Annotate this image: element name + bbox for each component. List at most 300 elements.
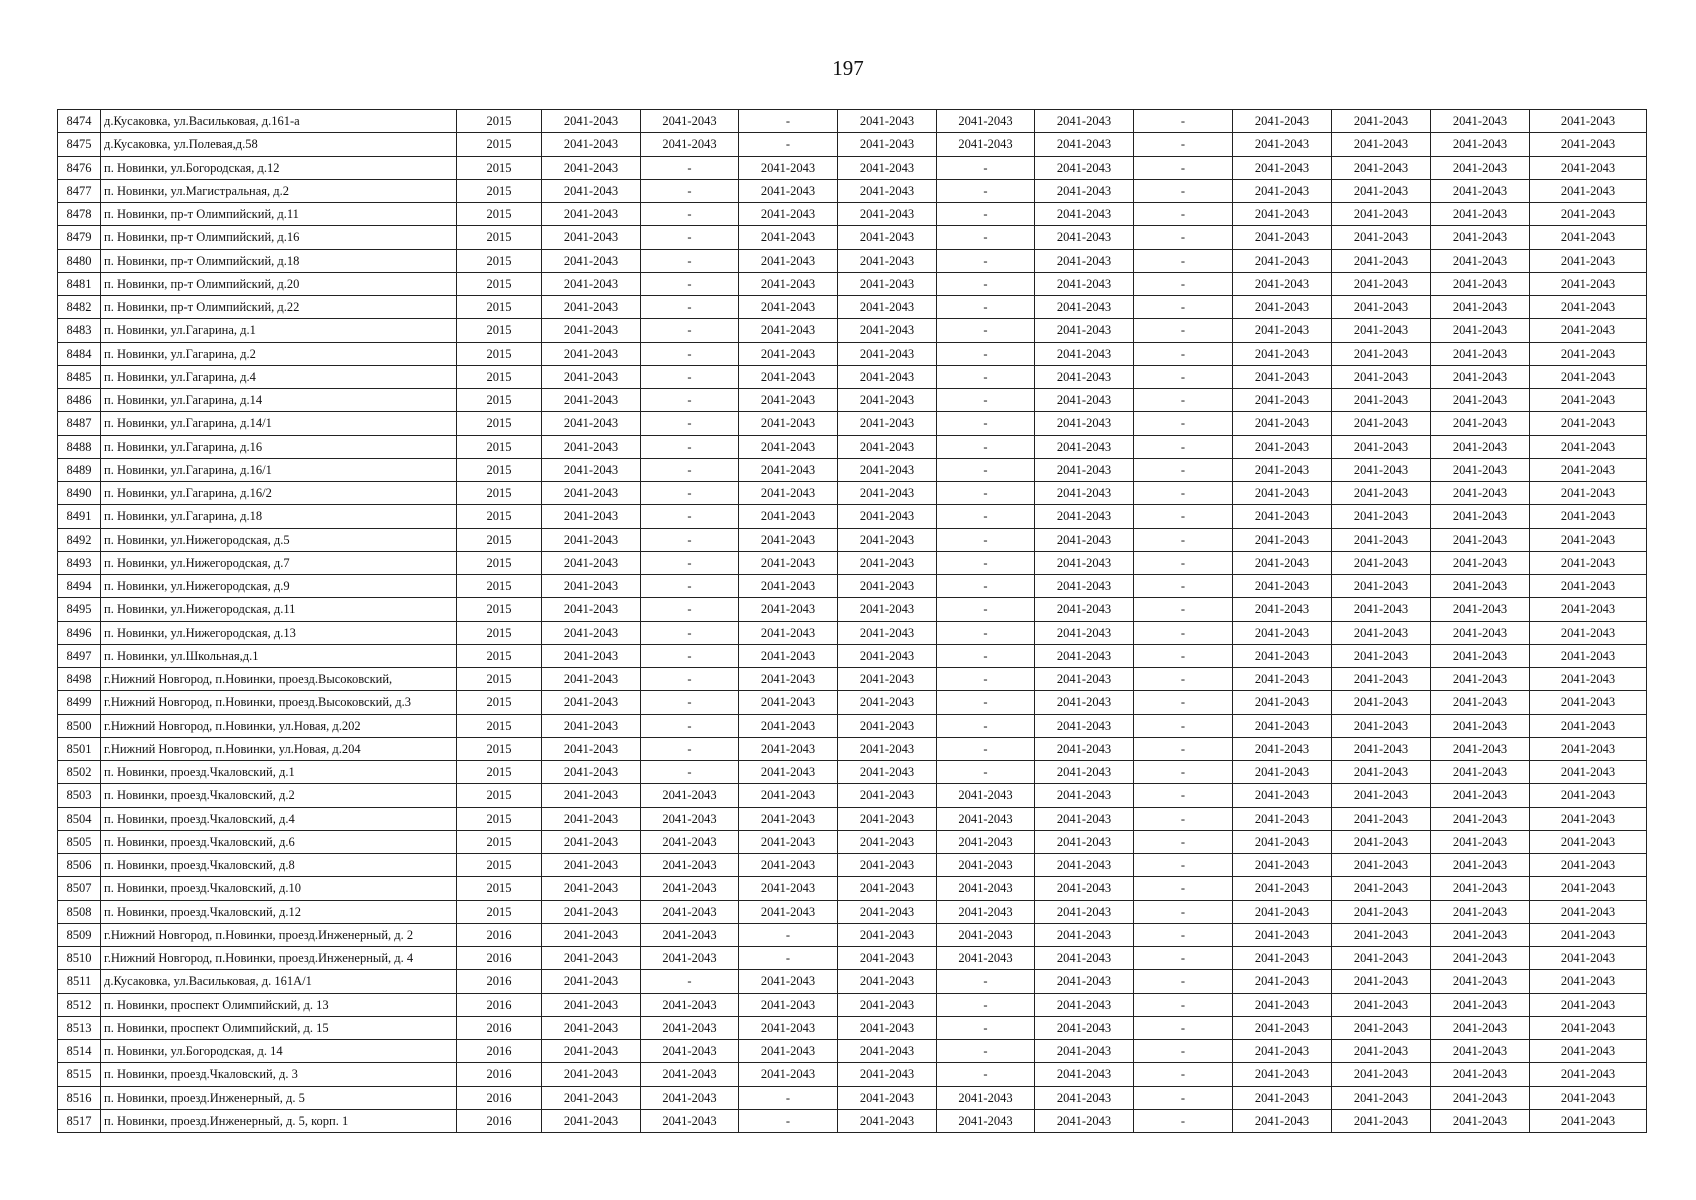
period-cell: 2041-2043 [1035, 412, 1134, 435]
table-row [58, 551, 1647, 574]
period-cell: 2041-2043 [1332, 947, 1431, 970]
period-cell: 2041-2043 [1431, 947, 1530, 970]
period-cell: - [937, 179, 1035, 202]
period-cell: 2041-2043 [1431, 575, 1530, 598]
period-cell: - [1134, 458, 1233, 481]
table-row [58, 761, 1647, 784]
period-cell: 2041-2043 [937, 900, 1035, 923]
period-cell: 2041-2043 [1431, 226, 1530, 249]
row-number-cell: 8476 [58, 156, 101, 179]
table-row [58, 877, 1647, 900]
period-cell: 2041-2043 [1431, 1063, 1530, 1086]
table-row [58, 296, 1647, 319]
year-cell: 2016 [457, 1086, 542, 1109]
period-cell: 2041-2043 [1431, 505, 1530, 528]
row-number-cell: 8480 [58, 249, 101, 272]
period-cell: 2041-2043 [739, 598, 838, 621]
period-cell: 2041-2043 [1332, 249, 1431, 272]
period-cell: 2041-2043 [542, 133, 641, 156]
period-cell: 2041-2043 [542, 179, 641, 202]
period-cell: 2041-2043 [838, 319, 937, 342]
period-cell: 2041-2043 [1233, 621, 1332, 644]
table-row [58, 389, 1647, 412]
period-cell: - [1134, 133, 1233, 156]
address-cell: г.Нижний Новгород, п.Новинки, проезд.Инженерный, д. 4 [101, 947, 457, 970]
period-cell: - [1134, 389, 1233, 412]
period-cell: 2041-2043 [542, 923, 641, 946]
address-cell: п. Новинки, ул.Богородская, д. 14 [101, 1040, 457, 1063]
period-cell: 2041-2043 [1332, 807, 1431, 830]
period-cell: 2041-2043 [1530, 737, 1647, 760]
period-cell: 2041-2043 [1332, 854, 1431, 877]
period-cell: 2041-2043 [1332, 1086, 1431, 1109]
address-cell: п. Новинки, ул.Нижегородская, д.9 [101, 575, 457, 598]
year-cell: 2016 [457, 947, 542, 970]
period-cell: 2041-2043 [1332, 1040, 1431, 1063]
period-cell: 2041-2043 [838, 1016, 937, 1039]
period-cell: 2041-2043 [1431, 482, 1530, 505]
period-cell: 2041-2043 [739, 714, 838, 737]
period-cell: 2041-2043 [937, 877, 1035, 900]
period-cell: 2041-2043 [1530, 644, 1647, 667]
period-cell: - [739, 1109, 838, 1132]
period-cell: 2041-2043 [1035, 691, 1134, 714]
year-cell: 2015 [457, 296, 542, 319]
period-cell: 2041-2043 [1332, 528, 1431, 551]
period-cell: 2041-2043 [1530, 1016, 1647, 1039]
table-row [58, 900, 1647, 923]
table-row [58, 854, 1647, 877]
year-cell: 2015 [457, 737, 542, 760]
period-cell: 2041-2043 [542, 970, 641, 993]
period-cell: 2041-2043 [1332, 900, 1431, 923]
address-cell: п. Новинки, ул.Нижегородская, д.11 [101, 598, 457, 621]
period-cell: - [937, 156, 1035, 179]
period-cell: 2041-2043 [1233, 435, 1332, 458]
row-number-cell: 8505 [58, 830, 101, 853]
period-cell: 2041-2043 [739, 249, 838, 272]
period-cell: 2041-2043 [1332, 110, 1431, 133]
year-cell: 2016 [457, 1040, 542, 1063]
period-cell: 2041-2043 [1431, 156, 1530, 179]
period-cell: 2041-2043 [1530, 1086, 1647, 1109]
period-cell: 2041-2043 [1332, 296, 1431, 319]
period-cell: 2041-2043 [838, 1063, 937, 1086]
period-cell: 2041-2043 [1332, 505, 1431, 528]
period-cell: 2041-2043 [1530, 900, 1647, 923]
period-cell: 2041-2043 [739, 737, 838, 760]
period-cell: - [641, 203, 739, 226]
period-cell: 2041-2043 [1530, 807, 1647, 830]
period-cell: 2041-2043 [739, 1040, 838, 1063]
address-cell: п. Новинки, ул.Богородская, д.12 [101, 156, 457, 179]
period-cell: - [937, 528, 1035, 551]
table-row [58, 226, 1647, 249]
row-number-cell: 8481 [58, 272, 101, 295]
period-cell: - [937, 319, 1035, 342]
table-row [58, 365, 1647, 388]
period-cell: 2041-2043 [1332, 1109, 1431, 1132]
period-cell: - [1134, 598, 1233, 621]
period-cell: - [1134, 365, 1233, 388]
period-cell: 2041-2043 [1035, 1109, 1134, 1132]
period-cell: - [641, 458, 739, 481]
period-cell: 2041-2043 [739, 272, 838, 295]
period-cell: 2041-2043 [542, 1040, 641, 1063]
period-cell: 2041-2043 [739, 412, 838, 435]
period-cell: 2041-2043 [542, 737, 641, 760]
period-cell: 2041-2043 [838, 923, 937, 946]
period-cell: 2041-2043 [1431, 830, 1530, 853]
period-cell: - [641, 691, 739, 714]
period-cell: 2041-2043 [739, 621, 838, 644]
period-cell: 2041-2043 [1431, 319, 1530, 342]
period-cell: 2041-2043 [739, 1016, 838, 1039]
table-row [58, 1040, 1647, 1063]
period-cell: 2041-2043 [1431, 365, 1530, 388]
period-cell: 2041-2043 [542, 993, 641, 1016]
period-cell: 2041-2043 [838, 389, 937, 412]
period-cell: 2041-2043 [838, 226, 937, 249]
period-cell: 2041-2043 [542, 272, 641, 295]
period-cell: - [641, 156, 739, 179]
row-number-cell: 8511 [58, 970, 101, 993]
period-cell: 2041-2043 [838, 947, 937, 970]
page-number: 197 [832, 56, 864, 80]
period-cell: 2041-2043 [838, 272, 937, 295]
row-number-cell: 8490 [58, 482, 101, 505]
period-cell: 2041-2043 [1530, 714, 1647, 737]
period-cell: 2041-2043 [739, 179, 838, 202]
period-cell: 2041-2043 [542, 598, 641, 621]
period-cell: - [641, 528, 739, 551]
period-cell: 2041-2043 [1233, 1063, 1332, 1086]
period-cell: 2041-2043 [739, 784, 838, 807]
table-row [58, 947, 1647, 970]
table-row [58, 342, 1647, 365]
period-cell: 2041-2043 [1530, 761, 1647, 784]
period-cell: - [641, 482, 739, 505]
period-cell: 2041-2043 [1035, 1016, 1134, 1039]
period-cell: 2041-2043 [1233, 226, 1332, 249]
period-cell: 2041-2043 [1530, 156, 1647, 179]
table-row [58, 575, 1647, 598]
address-cell: п. Новинки, ул.Нижегородская, д.13 [101, 621, 457, 644]
period-cell: 2041-2043 [542, 807, 641, 830]
period-cell: - [641, 737, 739, 760]
period-cell: 2041-2043 [542, 249, 641, 272]
address-cell: д.Кусаковка, ул.Васильковая, д.161-а [101, 110, 457, 133]
period-cell: 2041-2043 [1530, 575, 1647, 598]
year-cell: 2015 [457, 435, 542, 458]
table-row [58, 830, 1647, 853]
period-cell: 2041-2043 [542, 203, 641, 226]
period-cell: 2041-2043 [1431, 691, 1530, 714]
address-cell: п. Новинки, ул.Школьная,д.1 [101, 644, 457, 667]
period-cell: 2041-2043 [838, 877, 937, 900]
period-cell: 2041-2043 [1035, 668, 1134, 691]
period-cell: 2041-2043 [1035, 1040, 1134, 1063]
table-row [58, 598, 1647, 621]
address-cell: п. Новинки, проезд.Чкаловский, д.10 [101, 877, 457, 900]
period-cell: 2041-2043 [838, 993, 937, 1016]
period-cell: 2041-2043 [1530, 923, 1647, 946]
period-cell: 2041-2043 [1530, 133, 1647, 156]
period-cell: - [1134, 482, 1233, 505]
period-cell: 2041-2043 [838, 156, 937, 179]
period-cell: 2041-2043 [1332, 1016, 1431, 1039]
period-cell: 2041-2043 [641, 1109, 739, 1132]
table-row [58, 923, 1647, 946]
period-cell: 2041-2043 [1035, 923, 1134, 946]
period-cell: 2041-2043 [739, 389, 838, 412]
period-cell: 2041-2043 [1035, 714, 1134, 737]
year-cell: 2015 [457, 272, 542, 295]
period-cell: 2041-2043 [1431, 784, 1530, 807]
period-cell: - [937, 505, 1035, 528]
period-cell: 2041-2043 [838, 784, 937, 807]
period-cell: 2041-2043 [542, 784, 641, 807]
period-cell: - [937, 668, 1035, 691]
period-cell: - [937, 226, 1035, 249]
period-cell: - [1134, 784, 1233, 807]
row-number-cell: 8495 [58, 598, 101, 621]
period-cell: 2041-2043 [1431, 249, 1530, 272]
year-cell: 2015 [457, 900, 542, 923]
period-cell: 2041-2043 [1530, 947, 1647, 970]
period-cell: 2041-2043 [1431, 389, 1530, 412]
period-cell: 2041-2043 [1233, 784, 1332, 807]
period-cell: 2041-2043 [1233, 830, 1332, 853]
row-number-cell: 8507 [58, 877, 101, 900]
period-cell: 2041-2043 [1431, 458, 1530, 481]
period-cell: 2041-2043 [1332, 1063, 1431, 1086]
period-cell: 2041-2043 [1530, 203, 1647, 226]
period-cell: 2041-2043 [739, 644, 838, 667]
address-cell: п. Новинки, пр-т Олимпийский, д.20 [101, 272, 457, 295]
period-cell: 2041-2043 [838, 900, 937, 923]
period-cell: - [1134, 993, 1233, 1016]
table-row [58, 528, 1647, 551]
period-cell: 2041-2043 [739, 226, 838, 249]
period-cell: 2041-2043 [1332, 923, 1431, 946]
period-cell: 2041-2043 [1530, 505, 1647, 528]
period-cell: - [937, 272, 1035, 295]
address-cell: п. Новинки, проезд.Чкаловский, д.8 [101, 854, 457, 877]
period-cell: 2041-2043 [542, 877, 641, 900]
address-cell: п. Новинки, проезд.Инженерный, д. 5 [101, 1086, 457, 1109]
period-cell: 2041-2043 [1035, 761, 1134, 784]
period-cell: 2041-2043 [739, 482, 838, 505]
period-cell: 2041-2043 [739, 761, 838, 784]
period-cell: - [937, 714, 1035, 737]
period-cell: 2041-2043 [1530, 528, 1647, 551]
period-cell: 2041-2043 [641, 784, 739, 807]
row-number-cell: 8482 [58, 296, 101, 319]
period-cell: 2041-2043 [937, 784, 1035, 807]
period-cell: - [641, 505, 739, 528]
period-cell: 2041-2043 [1035, 877, 1134, 900]
period-cell: 2041-2043 [1233, 551, 1332, 574]
period-cell: 2041-2043 [1431, 970, 1530, 993]
period-cell: - [937, 970, 1035, 993]
address-cell: п. Новинки, проезд.Чкаловский, д.2 [101, 784, 457, 807]
period-cell: 2041-2043 [1233, 598, 1332, 621]
period-cell: - [937, 203, 1035, 226]
period-cell: - [937, 691, 1035, 714]
period-cell: - [937, 482, 1035, 505]
period-cell: 2041-2043 [1530, 249, 1647, 272]
period-cell: 2041-2043 [1530, 272, 1647, 295]
period-cell: 2041-2043 [1233, 528, 1332, 551]
period-cell: - [937, 342, 1035, 365]
row-number-cell: 8483 [58, 319, 101, 342]
period-cell: 2041-2043 [1530, 691, 1647, 714]
period-cell: 2041-2043 [1530, 412, 1647, 435]
address-cell: п. Новинки, проезд.Чкаловский, д.1 [101, 761, 457, 784]
period-cell: 2041-2043 [1431, 203, 1530, 226]
year-cell: 2016 [457, 1016, 542, 1039]
period-cell: - [937, 1063, 1035, 1086]
period-cell: 2041-2043 [1233, 110, 1332, 133]
table-body [58, 110, 1647, 1133]
period-cell: 2041-2043 [641, 854, 739, 877]
row-number-cell: 8499 [58, 691, 101, 714]
period-cell: 2041-2043 [1035, 272, 1134, 295]
year-cell: 2015 [457, 668, 542, 691]
year-cell: 2015 [457, 551, 542, 574]
period-cell: 2041-2043 [838, 528, 937, 551]
period-cell: - [1134, 1063, 1233, 1086]
period-cell: 2041-2043 [739, 528, 838, 551]
period-cell: - [1134, 970, 1233, 993]
period-cell: 2041-2043 [1035, 435, 1134, 458]
period-cell: 2041-2043 [1035, 156, 1134, 179]
table-row [58, 691, 1647, 714]
period-cell: - [641, 714, 739, 737]
year-cell: 2015 [457, 249, 542, 272]
address-cell: п. Новинки, ул.Нижегородская, д.7 [101, 551, 457, 574]
year-cell: 2015 [457, 203, 542, 226]
period-cell: 2041-2043 [1035, 854, 1134, 877]
period-cell: 2041-2043 [641, 1040, 739, 1063]
period-cell: 2041-2043 [1530, 784, 1647, 807]
period-cell: 2041-2043 [1233, 993, 1332, 1016]
period-cell: 2041-2043 [1233, 877, 1332, 900]
period-cell: - [1134, 807, 1233, 830]
period-cell: 2041-2043 [838, 621, 937, 644]
period-cell: 2041-2043 [739, 458, 838, 481]
period-cell: 2041-2043 [739, 505, 838, 528]
period-cell: 2041-2043 [1431, 133, 1530, 156]
address-cell: п. Новинки, проезд.Инженерный, д. 5, корп. 1 [101, 1109, 457, 1132]
row-number-cell: 8498 [58, 668, 101, 691]
year-cell: 2015 [457, 482, 542, 505]
period-cell: 2041-2043 [641, 110, 739, 133]
address-cell: п. Новинки, проезд.Чкаловский, д. 3 [101, 1063, 457, 1086]
year-cell: 2015 [457, 342, 542, 365]
year-cell: 2016 [457, 1109, 542, 1132]
period-cell: 2041-2043 [1332, 668, 1431, 691]
period-cell: 2041-2043 [1035, 644, 1134, 667]
table-row [58, 505, 1647, 528]
row-number-cell: 8502 [58, 761, 101, 784]
period-cell: - [937, 365, 1035, 388]
table-row [58, 156, 1647, 179]
period-cell: 2041-2043 [641, 947, 739, 970]
period-cell: 2041-2043 [1431, 621, 1530, 644]
year-cell: 2015 [457, 458, 542, 481]
row-number-cell: 8478 [58, 203, 101, 226]
period-cell: 2041-2043 [1233, 691, 1332, 714]
table-row [58, 993, 1647, 1016]
period-cell: 2041-2043 [1332, 319, 1431, 342]
period-cell: 2041-2043 [838, 1040, 937, 1063]
period-cell: 2041-2043 [838, 830, 937, 853]
period-cell: - [641, 342, 739, 365]
period-cell: - [937, 598, 1035, 621]
period-cell: 2041-2043 [641, 1086, 739, 1109]
period-cell: 2041-2043 [1530, 993, 1647, 1016]
year-cell: 2015 [457, 761, 542, 784]
period-cell: - [641, 296, 739, 319]
period-cell: 2041-2043 [937, 110, 1035, 133]
period-cell: 2041-2043 [1431, 854, 1530, 877]
period-cell: - [1134, 272, 1233, 295]
period-cell: 2041-2043 [838, 598, 937, 621]
table-row [58, 970, 1647, 993]
period-cell: 2041-2043 [1431, 900, 1530, 923]
period-cell: 2041-2043 [1035, 249, 1134, 272]
period-cell: 2041-2043 [1035, 830, 1134, 853]
period-cell: - [937, 389, 1035, 412]
period-cell: 2041-2043 [542, 854, 641, 877]
row-number-cell: 8485 [58, 365, 101, 388]
period-cell: 2041-2043 [1431, 1109, 1530, 1132]
period-cell: 2041-2043 [1332, 156, 1431, 179]
period-cell: 2041-2043 [1332, 830, 1431, 853]
period-cell: 2041-2043 [739, 575, 838, 598]
period-cell: 2041-2043 [1332, 714, 1431, 737]
period-cell: 2041-2043 [1530, 970, 1647, 993]
period-cell: - [739, 947, 838, 970]
period-cell: 2041-2043 [1530, 365, 1647, 388]
period-cell: 2041-2043 [739, 877, 838, 900]
period-cell: 2041-2043 [1233, 714, 1332, 737]
table-row [58, 179, 1647, 202]
period-cell: 2041-2043 [1233, 365, 1332, 388]
period-cell: - [1134, 644, 1233, 667]
row-number-cell: 8491 [58, 505, 101, 528]
period-cell: 2041-2043 [739, 830, 838, 853]
period-cell: - [937, 249, 1035, 272]
year-cell: 2015 [457, 598, 542, 621]
year-cell: 2016 [457, 1063, 542, 1086]
period-cell: 2041-2043 [739, 691, 838, 714]
period-cell: 2041-2043 [739, 203, 838, 226]
period-cell: - [739, 110, 838, 133]
period-cell: - [1134, 156, 1233, 179]
year-cell: 2015 [457, 575, 542, 598]
period-cell: 2041-2043 [1530, 226, 1647, 249]
period-cell: 2041-2043 [1530, 668, 1647, 691]
period-cell: 2041-2043 [1431, 1040, 1530, 1063]
row-number-cell: 8506 [58, 854, 101, 877]
table-row [58, 621, 1647, 644]
address-cell: п. Новинки, проезд.Чкаловский, д.4 [101, 807, 457, 830]
row-number-cell: 8477 [58, 179, 101, 202]
period-cell: 2041-2043 [542, 714, 641, 737]
